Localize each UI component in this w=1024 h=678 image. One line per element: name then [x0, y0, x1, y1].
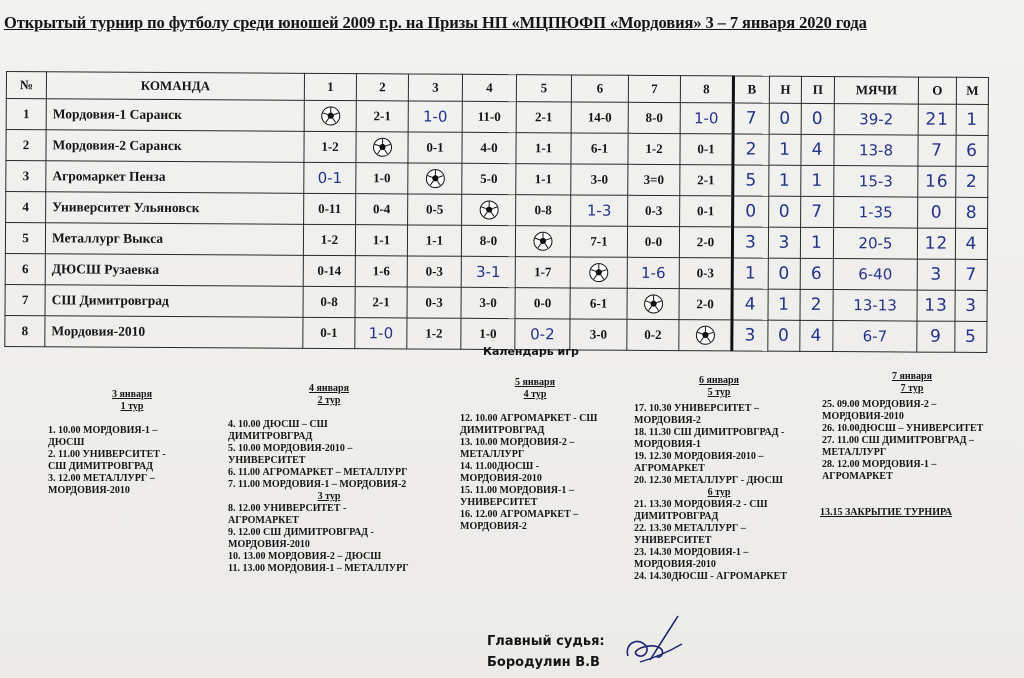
football-icon [372, 137, 392, 157]
diagonal-cell [304, 100, 356, 131]
match-result: 0-2 [627, 319, 679, 350]
fixture-line: 15. 11.00 МОРДОВИЯ-1 – [460, 485, 574, 496]
tour-label: 6 тур [707, 487, 731, 498]
football-icon [643, 294, 663, 314]
match-result: 1-7 [515, 257, 570, 288]
place: 8 [956, 197, 988, 228]
fixture-line: УНИВЕРСИТЕТ [634, 535, 712, 546]
row-number: 1 [6, 99, 46, 130]
wins: 3 [732, 320, 768, 351]
column-header: 5 [516, 75, 571, 102]
match-result: 0-1 [304, 162, 356, 193]
fixture-line: 13. 10.00 МОРДОВИЯ-2 – [460, 437, 575, 448]
fixture-line: МЕТАЛЛУРГ [460, 449, 525, 460]
fixture-line: 12. 10.00 АГРОМАРКЕТ - СШ [460, 413, 598, 424]
match-result: 1-2 [407, 318, 461, 349]
match-result: 2-1 [355, 287, 407, 318]
team-name: Мордовия-2 Саранск [46, 130, 304, 163]
fixture-line: СШ ДИМИТРОВГРАД [48, 461, 154, 472]
wins: 3 [732, 227, 768, 258]
wins: 2 [733, 134, 769, 165]
fixture-line: МОРДОВИЯ-2 [634, 415, 701, 426]
fixture-line: 21. 13.30 МОРДОВИЯ-2 - СШ [634, 499, 768, 510]
fixture-line: 23. 14.30 МОРДОВИЯ-1 – [634, 547, 749, 558]
match-result: 1-0 [408, 101, 462, 132]
tour-label: 4 тур [523, 389, 547, 400]
match-result: 11-0 [462, 101, 516, 132]
match-result: 1-1 [516, 164, 571, 195]
wins: 1 [732, 258, 768, 289]
place: 7 [955, 259, 987, 290]
match-result: 3-0 [461, 287, 515, 318]
losses: 7 [801, 196, 834, 227]
signature-icon [620, 612, 688, 668]
match-result: 1-2 [628, 133, 680, 164]
draws: 0 [769, 103, 801, 134]
tour-label: 3 тур [317, 491, 341, 502]
match-result: 8-0 [461, 225, 515, 256]
match-result: 0-1 [303, 317, 355, 348]
column-header: О [918, 77, 956, 104]
match-result: 5-0 [462, 163, 516, 194]
football-icon [479, 200, 499, 220]
match-result: 1-3 [571, 195, 628, 226]
match-result: 0-3 [679, 258, 732, 289]
fixture-line: 20. 12.30 МЕТАЛЛУРГ - ДЮСШ [634, 475, 783, 486]
team-name: Университет Ульяновск [46, 192, 304, 225]
losses: 6 [800, 258, 833, 289]
fixture-line: МОРДОВИЯ-2010 [634, 559, 716, 570]
match-result: 3=0 [628, 164, 680, 195]
team-name: ДЮСШ Рузаевка [45, 254, 303, 287]
fixture-line: ДИМИТРОВГРАД [460, 425, 545, 436]
fixture-line: УНИВЕРСИТЕТ [228, 455, 306, 466]
match-result: 1-1 [355, 225, 407, 256]
match-result: 0-2 [515, 319, 570, 350]
day-date: 6 января [698, 375, 740, 386]
draws: 3 [768, 227, 800, 258]
wins: 4 [732, 289, 768, 320]
football-icon [589, 263, 609, 283]
match-result: 1-2 [303, 224, 355, 255]
fixture-line: 25. 09.00 МОРДОВИЯ-2 – [822, 399, 937, 410]
diagonal-cell [679, 320, 732, 351]
fixture-line: 4. 10.00 ДЮСШ – СШ [228, 419, 328, 430]
goals: 13-13 [833, 290, 917, 322]
match-result: 2-0 [679, 227, 732, 258]
column-header: 6 [571, 75, 628, 102]
team-name: СШ Димитровград [45, 285, 303, 318]
tour-label: 1 тур [120, 401, 144, 412]
fixture-line: 22. 13.30 МЕТАЛЛУРГ – [634, 523, 746, 534]
match-result: 0-8 [303, 286, 355, 317]
losses: 1 [801, 165, 834, 196]
fixture-line: 7. 11.00 МОРДОВИЯ-1 – МОРДОВИЯ-2 [228, 479, 407, 490]
match-result: 1-0 [355, 318, 407, 349]
judge-label: Главный судья: [487, 634, 605, 649]
goals: 1-35 [834, 197, 918, 229]
match-result: 6-1 [571, 133, 628, 164]
fixture-line: УНИВЕРСИТЕТ [460, 497, 538, 508]
points: 16 [918, 166, 956, 197]
fixture-line: МОРДОВИЯ-2010 [228, 539, 310, 550]
wins: 7 [733, 103, 769, 134]
match-result: 2-1 [516, 102, 571, 133]
day-date: 4 января [308, 383, 350, 394]
match-result: 3-1 [461, 256, 515, 287]
column-header: 4 [462, 74, 516, 101]
column-header: 7 [628, 75, 680, 102]
points: 13 [917, 290, 955, 321]
fixture-line: 18. 11.30 СШ ДИМИТРОВГРАД - [634, 427, 785, 438]
row-number: 8 [5, 315, 45, 346]
match-result: 2-0 [679, 289, 732, 320]
fixture-line: 27. 11.00 СШ ДИМИТРОВГРАД – [822, 435, 974, 446]
fixture-line: 17. 10.30 УНИВЕРСИТЕТ – [634, 403, 759, 414]
fixture-line: АГРОМАРКЕТ [634, 463, 705, 474]
place: 4 [955, 228, 987, 259]
fixture-line: МОРДОВИЯ-2010 [48, 485, 130, 496]
column-header: 8 [680, 76, 733, 103]
match-result: 0-0 [515, 288, 570, 319]
football-icon [425, 169, 445, 189]
tour-label: 2 тур [317, 395, 341, 406]
fixture-line: 16. 12.00 АГРОМАРКЕТ – [460, 509, 579, 520]
row-number: 7 [5, 284, 45, 315]
fixture-line: МОРДОВИЯ-2010 [460, 473, 542, 484]
points: 9 [917, 321, 955, 352]
day-column-3 [460, 377, 630, 533]
fixture-line: 10. 13.00 МОРДОВИЯ-2 – ДЮСШ [228, 551, 382, 562]
day-column-1 [48, 389, 216, 497]
fixture-line: 14. 11.00ДЮСШ - [460, 461, 540, 472]
tour-label: 5 тур [707, 387, 731, 398]
draws: 0 [768, 320, 800, 351]
football-icon [320, 106, 340, 126]
goals: 15-3 [834, 166, 918, 198]
column-header: П [801, 76, 834, 103]
standings-table [4, 71, 989, 353]
match-result: 0-3 [628, 195, 680, 226]
losses: 1 [800, 227, 833, 258]
day-date: 3 января [111, 389, 153, 400]
fixture-line: 2. 11.00 УНИВЕРСИТЕТ - [48, 449, 166, 460]
match-result: 0-1 [680, 134, 733, 165]
diagonal-cell [515, 226, 570, 257]
judge-name: Бородулин В.В [487, 655, 600, 670]
day-column-2 [228, 383, 450, 575]
fixture-line: 24. 14.30ДЮСШ - АГРОМАРКЕТ [634, 571, 787, 582]
column-header: № [6, 72, 46, 99]
fixture-line: 9. 12.00 СШ ДИМИТРОВГРАД - [228, 527, 374, 538]
place: 1 [956, 104, 988, 135]
column-header: 3 [408, 74, 462, 101]
fixture-line: ДИМИТРОВГРАД [228, 431, 313, 442]
row-number: 6 [5, 253, 45, 284]
match-result: 2-1 [356, 101, 408, 132]
fixture-line: 19. 12.30 МОРДОВИЯ-2010 – [634, 451, 764, 462]
calendar-title: Календарь игр [483, 345, 579, 358]
match-result: 4-0 [462, 132, 516, 163]
place: 3 [955, 290, 987, 321]
fixture-line: МОРДОВИЯ-2 [460, 521, 527, 532]
fixture-line: ДИМИТРОВГРАД [634, 511, 719, 522]
team-name: Агромаркет Пенза [46, 161, 304, 194]
fixture-line: АГРОМАРКЕТ [822, 471, 893, 482]
day-date: 5 января [514, 377, 556, 388]
draws: 1 [768, 289, 800, 320]
match-result: 7-1 [570, 226, 627, 257]
diagonal-cell [462, 194, 516, 225]
day-date: 7 января [891, 371, 933, 382]
fixture-line: МЕТАЛЛУРГ [822, 447, 887, 458]
goals: 6-40 [833, 259, 917, 291]
fixture-line: МОРДОВИЯ-1 [634, 439, 701, 450]
goals: 39-2 [834, 104, 918, 136]
match-result: 0-3 [407, 287, 461, 318]
tour-label: 7 тур [900, 383, 924, 394]
column-header: М [956, 77, 988, 104]
match-result: 1-6 [355, 256, 407, 287]
draws: 0 [769, 196, 801, 227]
points: 3 [917, 259, 955, 290]
draws: 0 [768, 258, 800, 289]
match-result: 6-1 [570, 288, 627, 319]
match-result: 2-1 [680, 165, 733, 196]
goals: 6-7 [833, 321, 917, 353]
match-result: 3-0 [571, 164, 628, 195]
goals: 13-8 [834, 135, 918, 167]
team-name: Мордовия-1 Саранск [46, 99, 304, 132]
points: 12 [917, 228, 955, 259]
fixture-line: 6. 11.00 АГРОМАРКЕТ – МЕТАЛЛУРГ [228, 467, 408, 478]
goals: 20-5 [833, 228, 917, 260]
row-number: 5 [5, 223, 45, 254]
match-result: 1-0 [680, 103, 733, 134]
diagonal-cell [408, 163, 462, 194]
match-result: 1-6 [627, 257, 679, 288]
column-header: 1 [304, 73, 356, 100]
diagonal-cell [356, 132, 408, 163]
match-result: 8-0 [628, 102, 680, 133]
fixture-line: 8. 12.00 УНИВЕРСИТЕТ - [228, 503, 347, 514]
draws: 1 [769, 134, 801, 165]
row-number: 3 [6, 161, 46, 192]
row-number: 2 [6, 130, 46, 161]
wins: 0 [733, 196, 769, 227]
fixture-line: 26. 10.00ДЮСШ – УНИВЕРСИТЕТ [822, 423, 984, 434]
column-header: КОМАНДА [46, 72, 304, 101]
match-result: 0-5 [408, 194, 462, 225]
match-result: 0-4 [356, 194, 408, 225]
fixture-line: 28. 12.00 МОРДОВИЯ-1 – [822, 459, 937, 470]
match-result: 0-1 [680, 196, 733, 227]
football-icon [533, 231, 553, 251]
losses: 4 [800, 320, 833, 351]
match-result: 0-0 [627, 226, 679, 257]
fixture-line: 11. 13.00 МОРДОВИЯ-1 – МЕТАЛЛУРГ [228, 563, 409, 574]
wins: 5 [733, 165, 769, 196]
match-result: 1-0 [356, 163, 408, 194]
day-column-5 [822, 371, 1012, 483]
losses: 4 [801, 134, 834, 165]
column-header: В [733, 76, 769, 103]
match-result: 1-0 [461, 318, 515, 349]
diagonal-cell [627, 288, 679, 319]
match-result: 0-3 [407, 256, 461, 287]
points: 7 [918, 135, 956, 166]
diagonal-cell [570, 257, 627, 288]
match-result: 0-8 [516, 195, 571, 226]
column-header: Н [769, 76, 801, 103]
match-result: 0-14 [303, 255, 355, 286]
column-header: 2 [356, 74, 408, 101]
match-result: 14-0 [571, 102, 628, 133]
team-name: Металлург Выкса [45, 223, 303, 256]
match-result: 1-2 [304, 131, 356, 162]
column-header: МЯЧИ [834, 77, 918, 105]
fixture-line: 1. 10.00 МОРДОВИЯ-1 – [48, 425, 158, 436]
fixture-line: ДЮСШ [48, 437, 85, 448]
match-result: 0-11 [304, 193, 356, 224]
fixture-line: МОРДОВИЯ-2010 [822, 411, 904, 422]
fixture-line: 3. 12.00 МЕТАЛЛУРГ – [48, 473, 155, 484]
match-result: 1-1 [407, 225, 461, 256]
match-result: 3-0 [570, 319, 627, 350]
draws: 1 [769, 165, 801, 196]
place: 6 [956, 135, 988, 166]
page-title: Открытый турнир по футболу среди юношей 2009 г.р. на Призы НП «МЦПЮФП «Мордовия» 3 – 7 января 2020 года [4, 13, 867, 32]
chief-referee [487, 631, 605, 673]
fixture-line: АГРОМАРКЕТ [228, 515, 299, 526]
points: 0 [918, 197, 956, 228]
match-result: 1-1 [516, 133, 571, 164]
row-number: 4 [6, 192, 46, 223]
points: 21 [918, 104, 956, 135]
closing-ceremony: 13.15 ЗАКРЫТИЕ ТУРНИРА [820, 507, 953, 518]
place: 5 [955, 321, 987, 352]
day-column-4 [634, 375, 814, 583]
place: 2 [956, 166, 988, 197]
football-icon [695, 325, 715, 345]
losses: 0 [801, 103, 834, 134]
team-name: Мордовия-2010 [45, 316, 303, 349]
match-result: 0-1 [408, 132, 462, 163]
losses: 2 [800, 289, 833, 320]
fixture-line: 5. 10.00 МОРДОВИЯ-2010 – [228, 443, 353, 454]
